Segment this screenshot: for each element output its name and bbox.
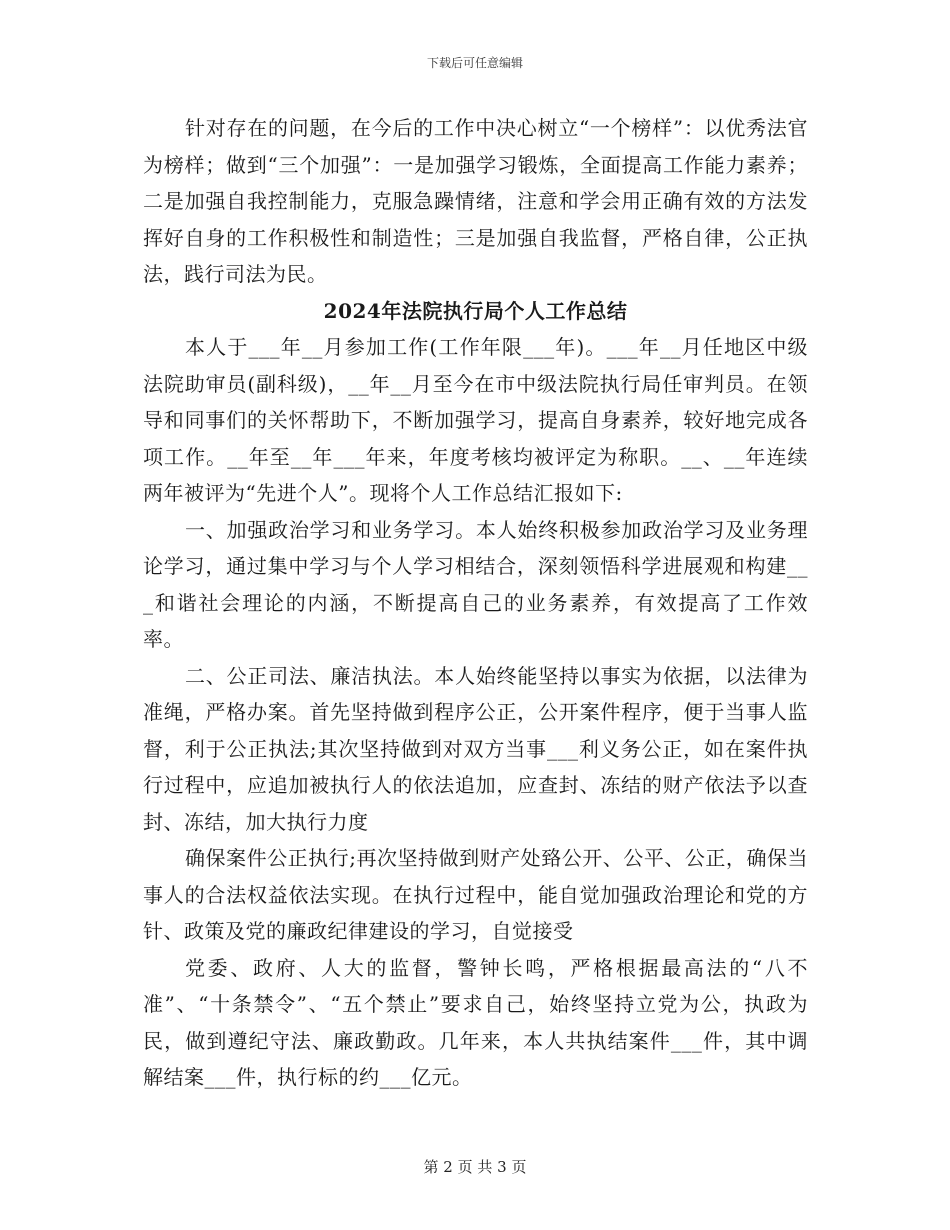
paragraph-1: 本人于___年__月参加工作(工作年限___年)。___年__月任地区中级法院助审员(副科级)，__年__月至今在市中级法院执行局任审判员。在领导和同事们的关怀帮助下，不断加强学习，提高自身素养，较好地完成各项工作。__年至__年___年来，年度考核均被评定为称职。__、__年连续两年被评为“先进个人”。现将个人工作总结汇报如下: xyxy=(143,335,808,505)
intro-paragraph: 针对存在的问题，在今后的工作中决心树立“一个榜样”：以优秀法官为榜样；做到“三个加强”：一是加强学习锻炼，全面提高工作能力素养；二是加强自我控制能力，克服急躁情绪，注意和学会用正确有效的方法发挥好自身的工作积极性和制造性；三是加强自我监督，严格自律，公正执法，践行司法为民。 xyxy=(143,116,808,286)
paragraph-5: 党委、政府、人大的监督，警钟长鸣，严格根据最高法的“八不准”、“十条禁令”、“五个禁止”要求自己，始终坚持立党为公，执政为民，做到遵纪守法、廉政勤政。几年来，本人共执结案件___件，其中调解结案___件，执行标的约___亿元。 xyxy=(143,955,808,1089)
document-title: 2024年法院执行局个人工作总结 xyxy=(323,298,628,323)
page-number: 第 2 页 共 3 页 xyxy=(423,1158,527,1176)
document-body xyxy=(143,110,808,1096)
paragraph-3: 二、公正司法、廉洁执法。本人始终能坚持以事实为依据，以法律为准绳，严格办案。首先坚持做到程序公正，公开案件程序，便于当事人监督，利于公正执法;其次坚持做到对双方当事___利义务公正，如在案件执行过程中，应追加被执行人的依法追加，应查封、冻结的财产依法予以查封、冻结，加大执行力度 xyxy=(143,663,808,834)
header-note: 下载后可任意编辑 xyxy=(426,56,523,70)
paragraph-2: 一、加强政治学习和业务学习。本人始终积极参加政治学习及业务理论学习，通过集中学习与个人学习相结合，深刻领悟科学进展观和构建___和谐社会理论的内涵，不断提高自己的业务素养，有效提高了工作效率。 xyxy=(143,517,808,651)
paragraph-4: 确保案件公正执行;再次坚持做到财产处臵公开、公平、公正，确保当事人的合法权益依法实现。在执行过程中，能自觉加强政治理论和党的方针、政策及党的廉政纪律建设的学习，自觉接受 xyxy=(143,846,808,943)
